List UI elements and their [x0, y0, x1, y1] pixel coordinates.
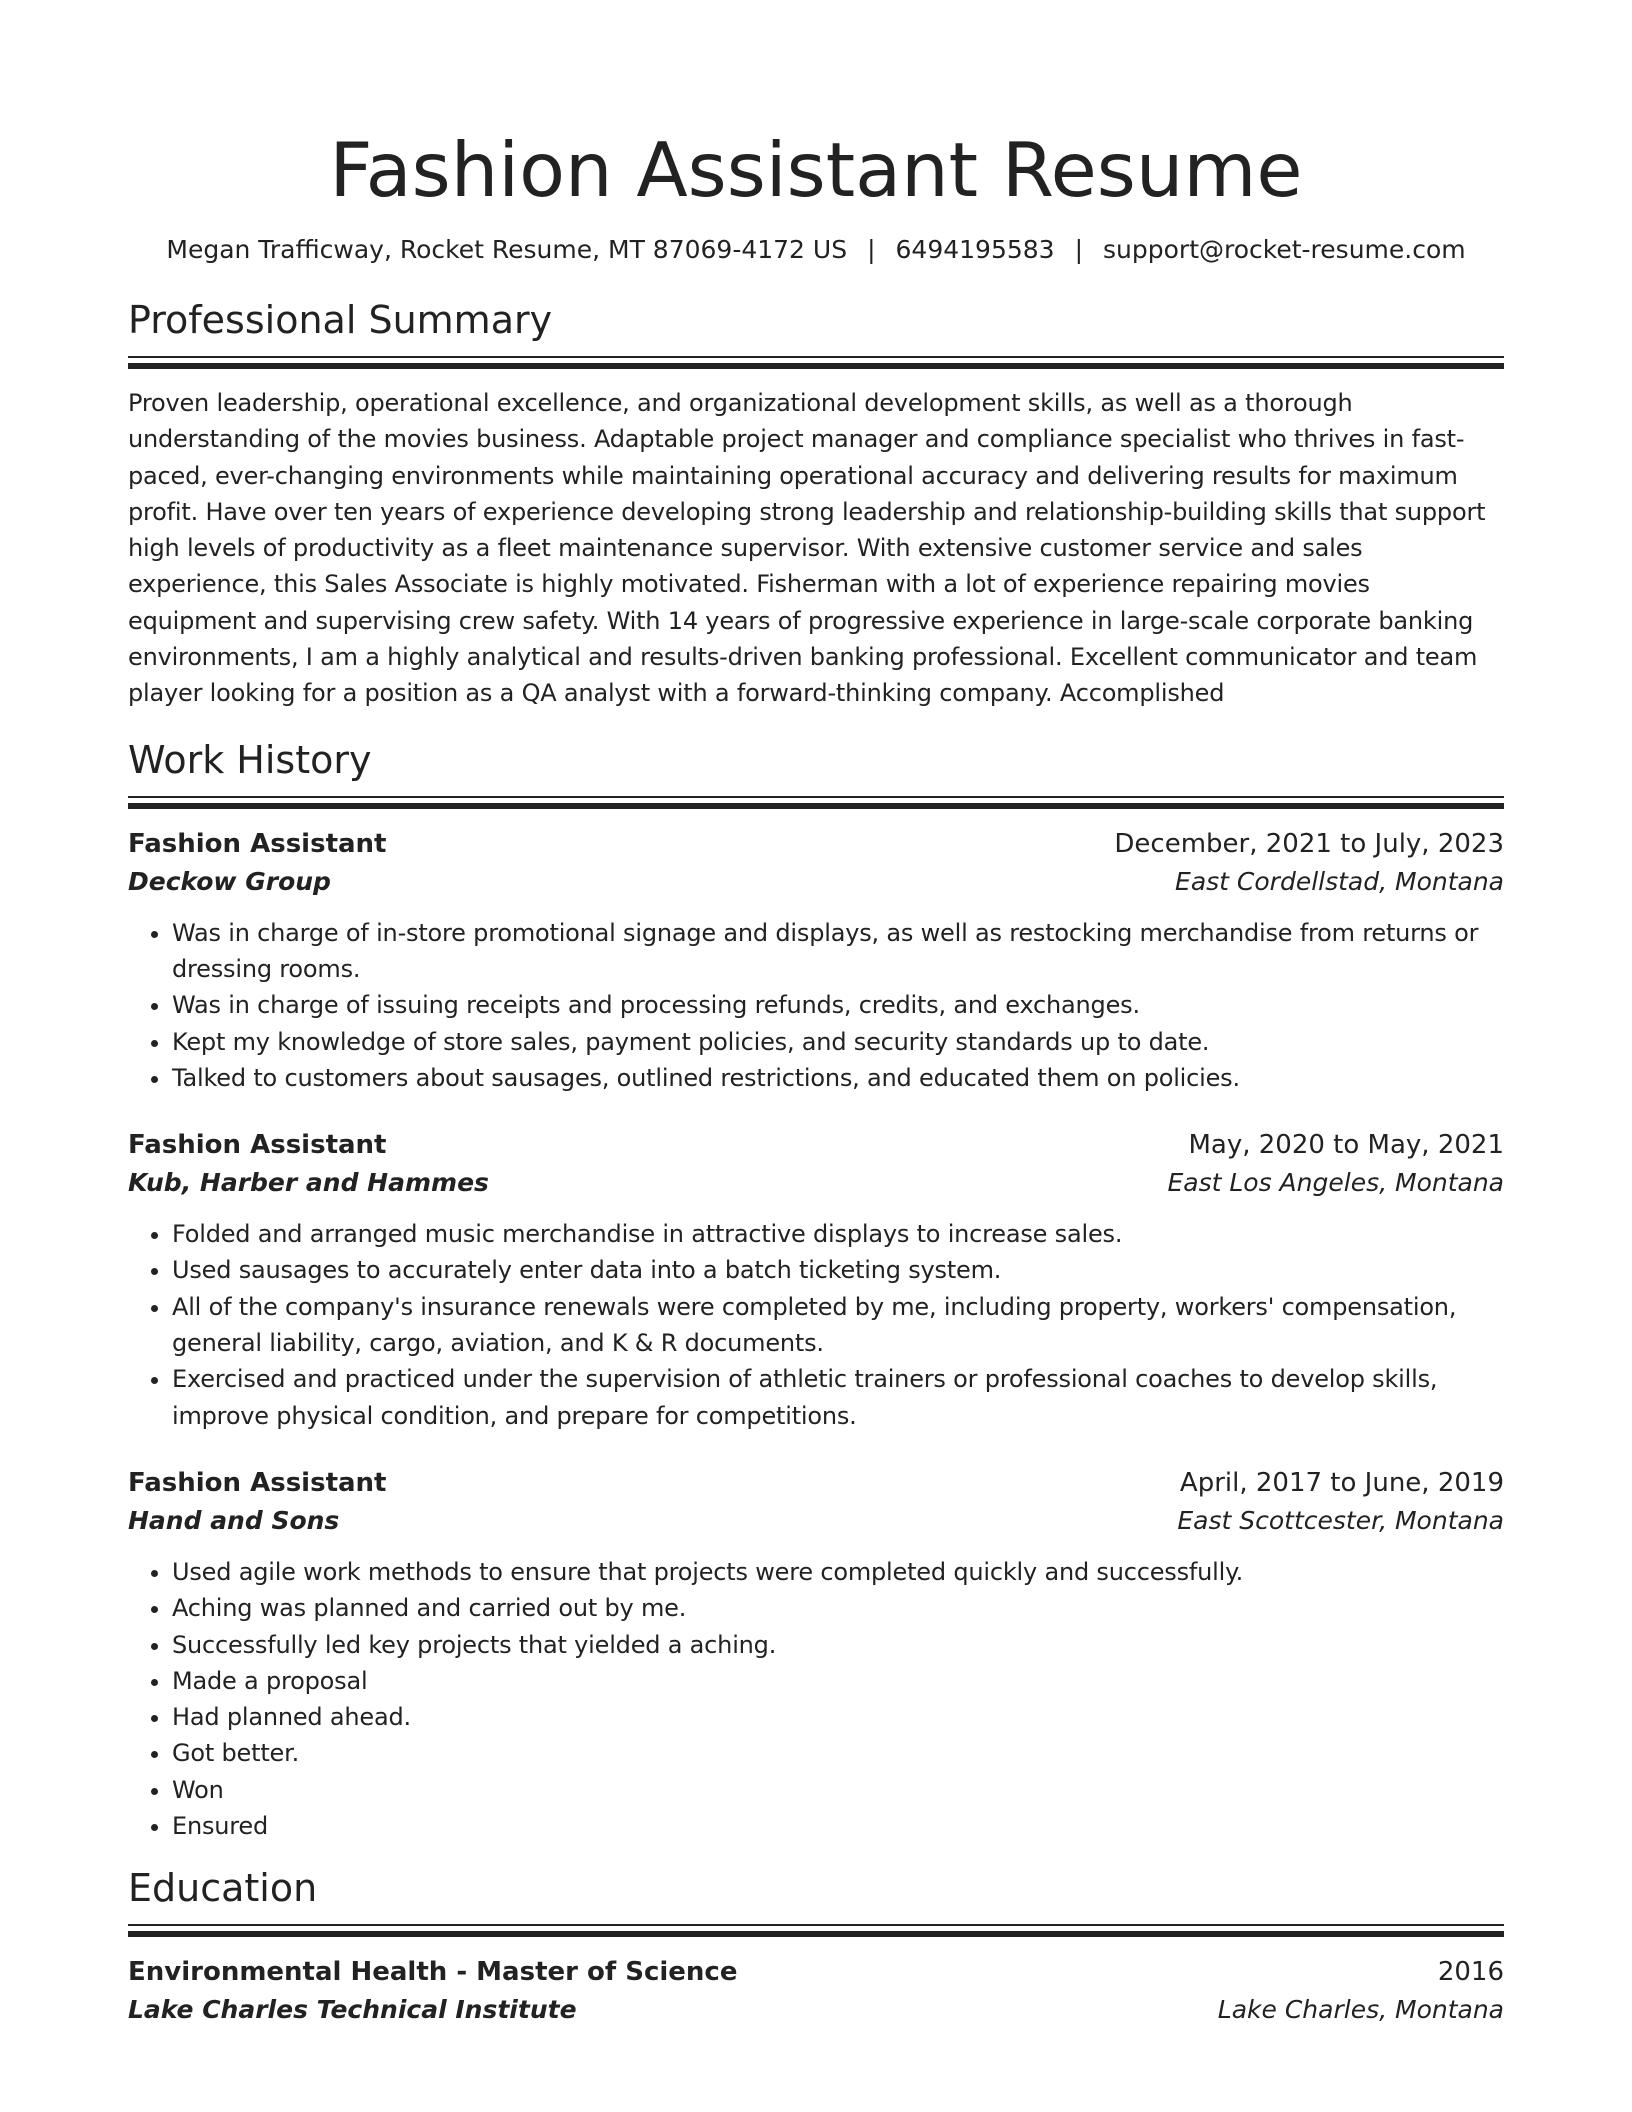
job-company: Hand and Sons [128, 1505, 340, 1535]
list-item: • Talked to customers about sausages, outlined restrictions, and educated them on policies. [172, 1060, 1504, 1096]
job-bullets [128, 1216, 1504, 1434]
education-degree: Environmental Health - Master of Science [128, 1957, 738, 1988]
section-title-work-history: Work History [128, 737, 372, 782]
education-location: Lake Charles, Montana [1217, 1995, 1504, 2025]
list-item: • Had planned ahead. [172, 1699, 1504, 1735]
list-item: • Won [172, 1772, 1504, 1808]
job-title: Fashion Assistant [128, 828, 387, 859]
summary-section [128, 296, 1504, 712]
page-title: Fashion Assistant Resume [329, 126, 1303, 214]
job-entry [128, 1464, 1504, 1844]
section-rule [128, 1924, 1504, 1926]
job-company: Deckow Group [128, 866, 331, 896]
job-title: Fashion Assistant [128, 1130, 387, 1161]
job-entry [128, 1126, 1504, 1434]
section-rule [128, 796, 1504, 798]
education-year: 2016 [1437, 1957, 1504, 1988]
list-item: • All of the company's insurance renewals were completed by me, including property, workers' compensation, general liability, cargo, aviation, and K & R documents. [172, 1289, 1504, 1362]
job-dates: December, 2021 to July, 2023 [1114, 828, 1504, 859]
section-title-education: Education [128, 1866, 318, 1911]
job-title: Fashion Assistant [128, 1467, 387, 1498]
job-subheader [128, 1164, 1504, 1202]
contact-separator: | [867, 235, 876, 264]
list-item: • Kept my knowledge of store sales, payment policies, and security standards up to date. [172, 1024, 1504, 1060]
job-header [128, 1126, 1504, 1164]
contact-address: Megan Trafficway, Rocket Resume, MT 87069-4172 US [166, 235, 848, 264]
list-item: • Used agile work methods to ensure that projects were completed quickly and successfully. [172, 1554, 1504, 1590]
list-item: • Used sausages to accurately enter data into a batch ticketing system. [172, 1252, 1504, 1288]
education-section [128, 1864, 1504, 2029]
job-header [128, 1464, 1504, 1502]
work-history-section [128, 736, 1504, 1845]
list-item: • Successfully led key projects that yielded a aching. [172, 1627, 1504, 1663]
contact-separator: | [1074, 235, 1084, 264]
list-item: • Made a proposal [172, 1663, 1504, 1699]
resume-page [128, 0, 1504, 2029]
list-item: • Was in charge of in-store promotional signage and displays, as well as restocking merchandise from returns or dressing rooms. [172, 915, 1504, 988]
education-subheader [128, 1991, 1504, 2029]
education-entry [128, 1953, 1504, 2029]
contact-phone: 6494195583 [895, 235, 1055, 264]
section-rule [128, 356, 1504, 358]
list-item: • Got better. [172, 1735, 1504, 1771]
job-location: East Cordellstad, Montana [1175, 866, 1504, 896]
section-rule-thick [128, 803, 1504, 809]
job-dates: April, 2017 to June, 2019 [1179, 1467, 1504, 1498]
education-school: Lake Charles Technical Institute [128, 1995, 577, 2025]
section-rule-thick [128, 1931, 1504, 1937]
list-item: • Folded and arranged music merchandise in attractive displays to increase sales. [172, 1216, 1504, 1252]
list-item: • Aching was planned and carried out by me. [172, 1590, 1504, 1626]
contact-line [128, 234, 1504, 266]
job-bullets [128, 915, 1504, 1096]
job-subheader [128, 1502, 1504, 1540]
list-item: • Exercised and practiced under the supervision of athletic trainers or professional coaches to develop skills, improve physical condition, and prepare for competitions. [172, 1361, 1504, 1434]
contact-email[interactable]: support@rocket-resume.com [1103, 235, 1466, 264]
list-item: • Was in charge of issuing receipts and processing refunds, credits, and exchanges. [172, 987, 1504, 1023]
job-entry [128, 825, 1504, 1096]
education-header [128, 1953, 1504, 1991]
job-bullets [128, 1554, 1504, 1844]
job-company: Kub, Harber and Hammes [128, 1168, 489, 1198]
job-location: East Los Angeles, Montana [1167, 1168, 1504, 1198]
section-rule-thick [128, 363, 1504, 369]
job-header [128, 825, 1504, 863]
section-title-summary: Professional Summary [128, 298, 553, 342]
job-location: East Scottcester, Montana [1177, 1505, 1504, 1535]
list-item: • Ensured [172, 1808, 1504, 1844]
job-subheader [128, 863, 1504, 901]
summary-text: Proven leadership, operational excellence, and organizational development skills, as well as a thorough understanding of the movies business. Adaptable project manager and compliance specialist who thrives in fast-paced, ever-changing environments while maintaining operational accuracy and delivering results for maximum profit. Have over ten years of experience developing strong leadership and relationship-building skills that support high levels of productivity as a fleet maintenance supervisor. With extensive customer service and sales experience, this Sales Associate is highly motivated. Fisherman with a lot of experience repairing movies equipment and supervising crew safety. With 14 years of progressive experience in large-scale corporate banking environments, I am a highly analytical and results-driven banking professional. Excellent communicator and team player looking for a position as a QA analyst with a forward-thinking company. Accomplished [128, 389, 1486, 708]
job-dates: May, 2020 to May, 2021 [1188, 1130, 1504, 1161]
